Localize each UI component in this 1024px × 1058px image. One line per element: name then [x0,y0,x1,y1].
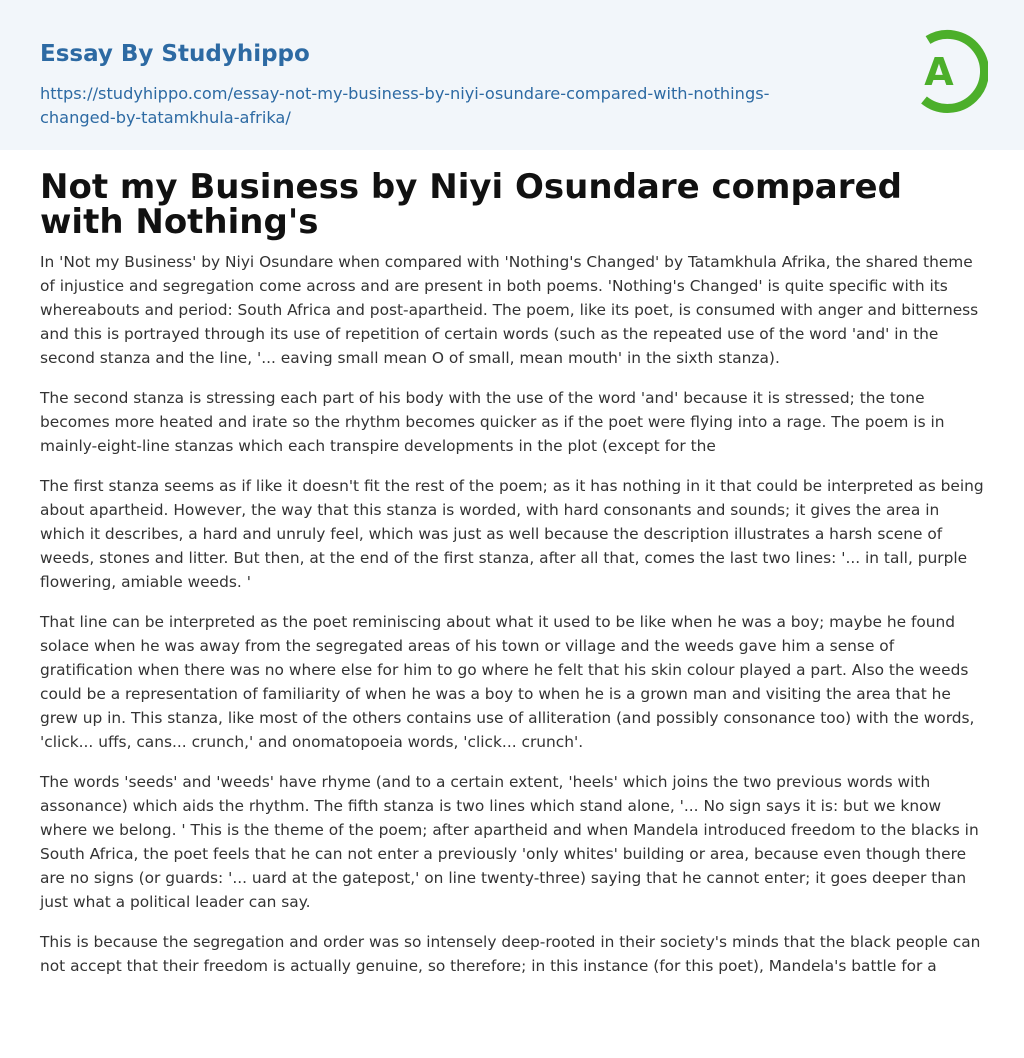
paragraph: The words 'seeds' and 'weeds' have rhyme (and to a certain extent, 'heels' which joins the two previous words with assonance) which aids the rhythm. The fifth stanza is two lines which stand alone, '... No sign says it is: but we know where we belong. ' This is the theme of the poem; after apartheid and when Mandela introduced freedom to the blacks in South Africa, the poet feels that he can not enter a previously 'only whites' building or area, because even though there are no signs (or guards: '... uard at the gatepost,' on line twenty-three) saying that he cannot enter; it goes deeper than just what a political leader can say. [40,773,979,911]
paragraph: That line can be interpreted as the poet reminiscing about what it used to be like when he was a boy; maybe he found solace when he was away from the segregated areas of his town or village and the weeds gave him a sense of gratification when there was no where else for him to go where he felt that his skin colour played a part. Also the weeds could be a representation of familiarity of when he was a boy to when he is a grown man and visiting the area that he grew up in. This stanza, like most of the others contains use of alliteration (and possibly consonance too) with the words, 'click... uffs, cans... crunch,' and onomatopoeia words, 'click... crunch'. [40,613,975,751]
essay-url-link[interactable]: https://studyhippo.com/essay-not-my-business-by-niyi-osundare-compared-with-nothings-changed-by-tatamkhula-afrika/ [40,84,770,127]
paragraph: This is because the segregation and order was so intensely deep-rooted in their society's minds that the black people can not accept that their freedom is actually genuine, so therefore; in this instance (for this poet), Mandela's battle for a [40,933,981,975]
site-header [0,0,1024,150]
paragraph: The second stanza is stressing each part of his body with the use of the word 'and' because it is stressed; the tone becomes more heated and irate so the rhythm becomes quicker as if the poet were flying into a rage. The poem is in mainly-eight-line stanzas which each transpire developments in the plot (except for the [40,389,945,455]
essay-body [40,250,988,994]
page-title: Not my Business by Niyi Osundare compared with Nothing's [40,167,902,242]
site-brand[interactable]: Essay By Studyhippo [40,41,310,67]
logo-letter: A [924,50,954,94]
paragraph: In 'Not my Business' by Niyi Osundare when compared with 'Nothing's Changed' by Tatamkhula Afrika, the shared theme of injustice and segregation come across and are present in both poems. 'Nothing's Changed' is quite specific with its whereabouts and period: South Africa and post-apartheid. The poem, like its poet, is consumed with anger and bitterness and this is portrayed through its use of repetition of certain words (such as the repeated use of the word 'and' in the second stanza and the line, '... eaving small mean O of small, mean mouth' in the sixth stanza). [40,253,979,367]
studyhippo-logo-icon[interactable] [908,28,988,116]
paragraph: The first stanza seems as if like it doesn't fit the rest of the poem; as it has nothing in it that could be interpreted as being about apartheid. However, the way that this stanza is worded, with hard consonants and sounds; it gives the area in which it describes, a hard and unruly feel, which was just as well because the description illustrates a harsh scene of weeds, stones and litter. But then, at the end of the first stanza, after all that, comes the last two lines: '... in tall, purple flowering, amiable weeds. ' [40,477,984,591]
